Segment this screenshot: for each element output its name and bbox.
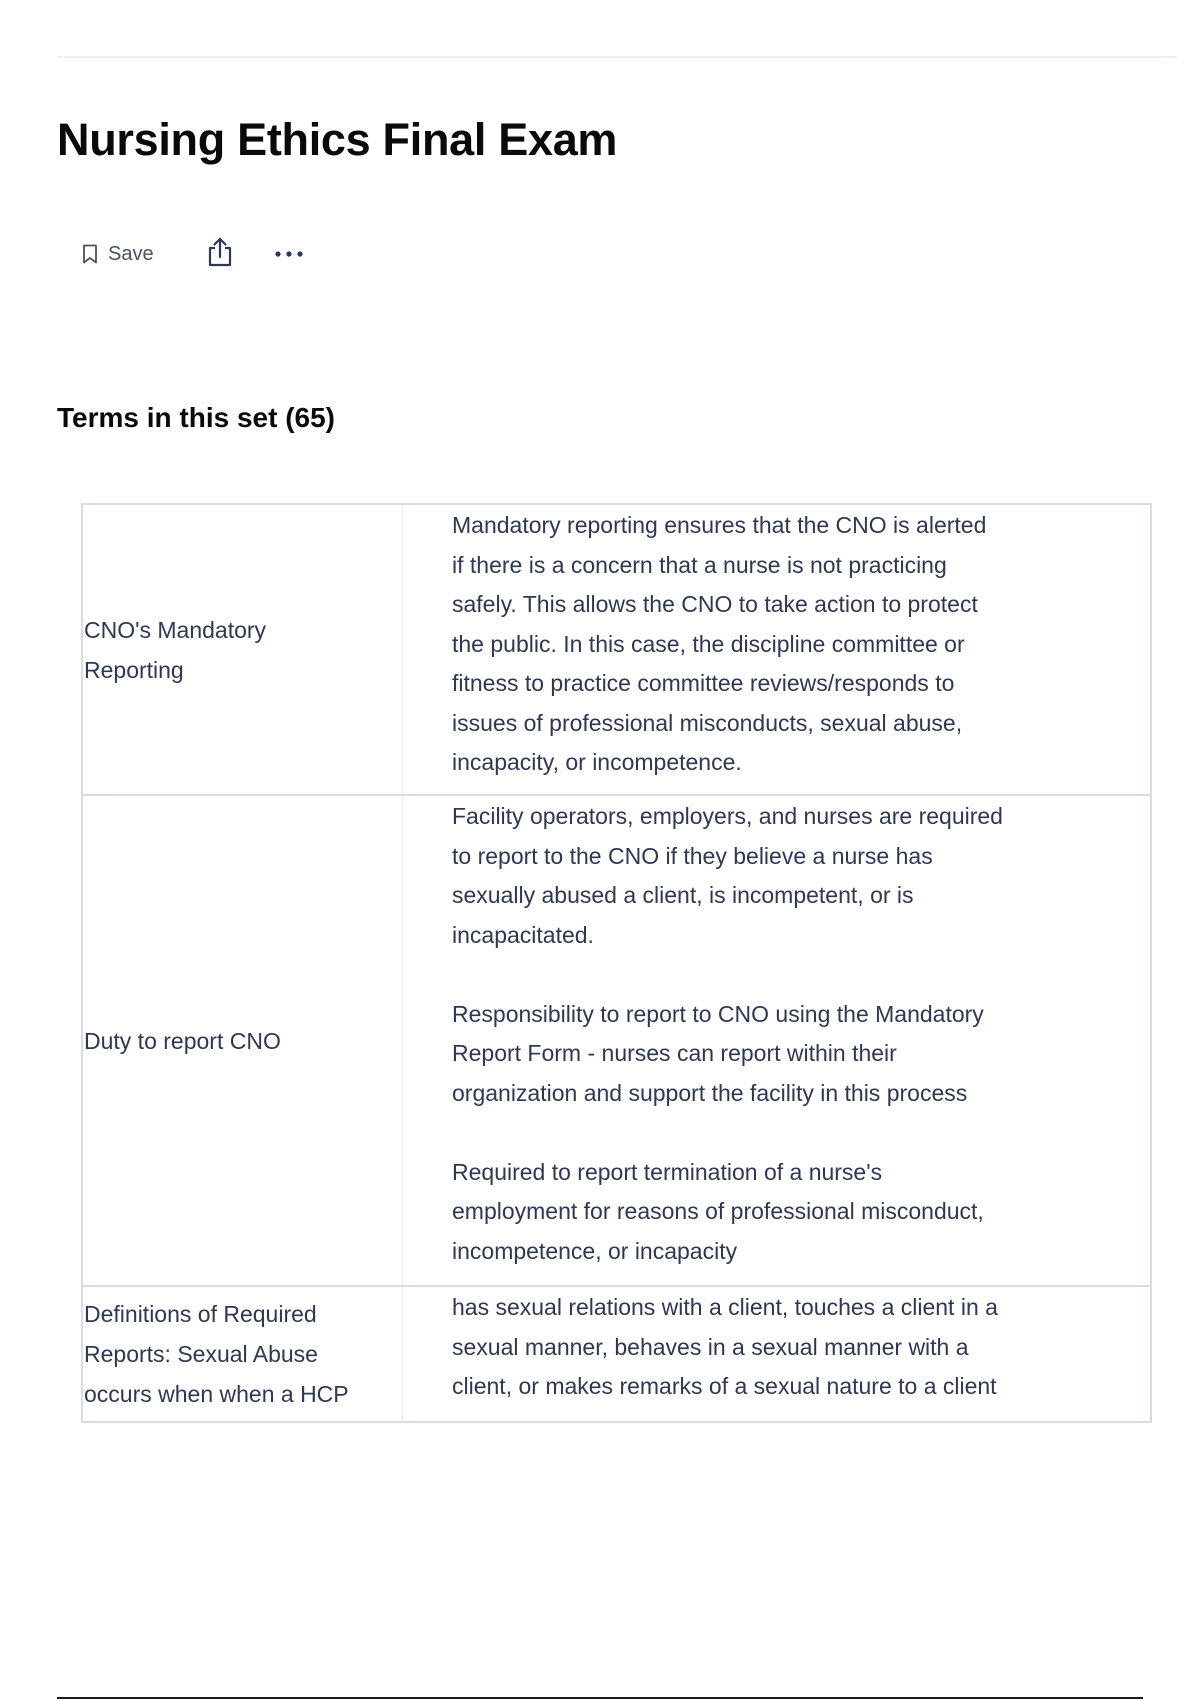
share-icon (206, 237, 234, 272)
terms-table (81, 503, 1152, 1423)
term-row (83, 505, 1150, 796)
page-title: Nursing Ethics Final Exam (57, 114, 618, 165)
term-text: Duty to report CNO (83, 796, 403, 1285)
term-text: CNO's Mandatory Reporting (83, 505, 403, 794)
definition-text: Facility operators, employers, and nurses are required to report to the CNO if they believe a nurse has sexually abused a client, is incompetent, or is incapacitated. Responsibility to report to CNO using the Mandatory Report Form - nurses can report within their organization and support the facility in this process Required to report termination of a nurse's employment for reasons of professional misconduct, incompetence, or incapacity (452, 803, 1003, 1264)
set-toolbar (82, 236, 304, 272)
share-button[interactable] (206, 237, 234, 272)
definition-text: has sexual relations with a client, touches a client in a sexual manner, behaves in a sexual manner with a client, or makes remarks of a sexual nature to a client (452, 1294, 998, 1399)
save-button[interactable] (82, 243, 154, 266)
top-divider (57, 56, 1177, 58)
bottom-divider (57, 1697, 1143, 1699)
save-label: Save (108, 242, 154, 265)
term-row (83, 1287, 1150, 1421)
definition-text: Mandatory reporting ensures that the CNO is alerted if there is a concern that a nurse is not practicing safely. This allows the CNO to take action to protect the public. In this case, the discipline committee or fitness to practice committee reviews/responds to issues of professional misconducts, sexual abuse, incapacity, or incompetence. (452, 512, 987, 775)
bookmark-icon (82, 244, 98, 264)
term-text: Definitions of Required Reports: Sexual Abuse occurs when when a HCP (83, 1287, 403, 1421)
term-row (83, 796, 1150, 1287)
more-options-button[interactable] (274, 245, 304, 263)
terms-heading: Terms in this set (65) (57, 402, 336, 433)
more-icon (274, 245, 304, 263)
